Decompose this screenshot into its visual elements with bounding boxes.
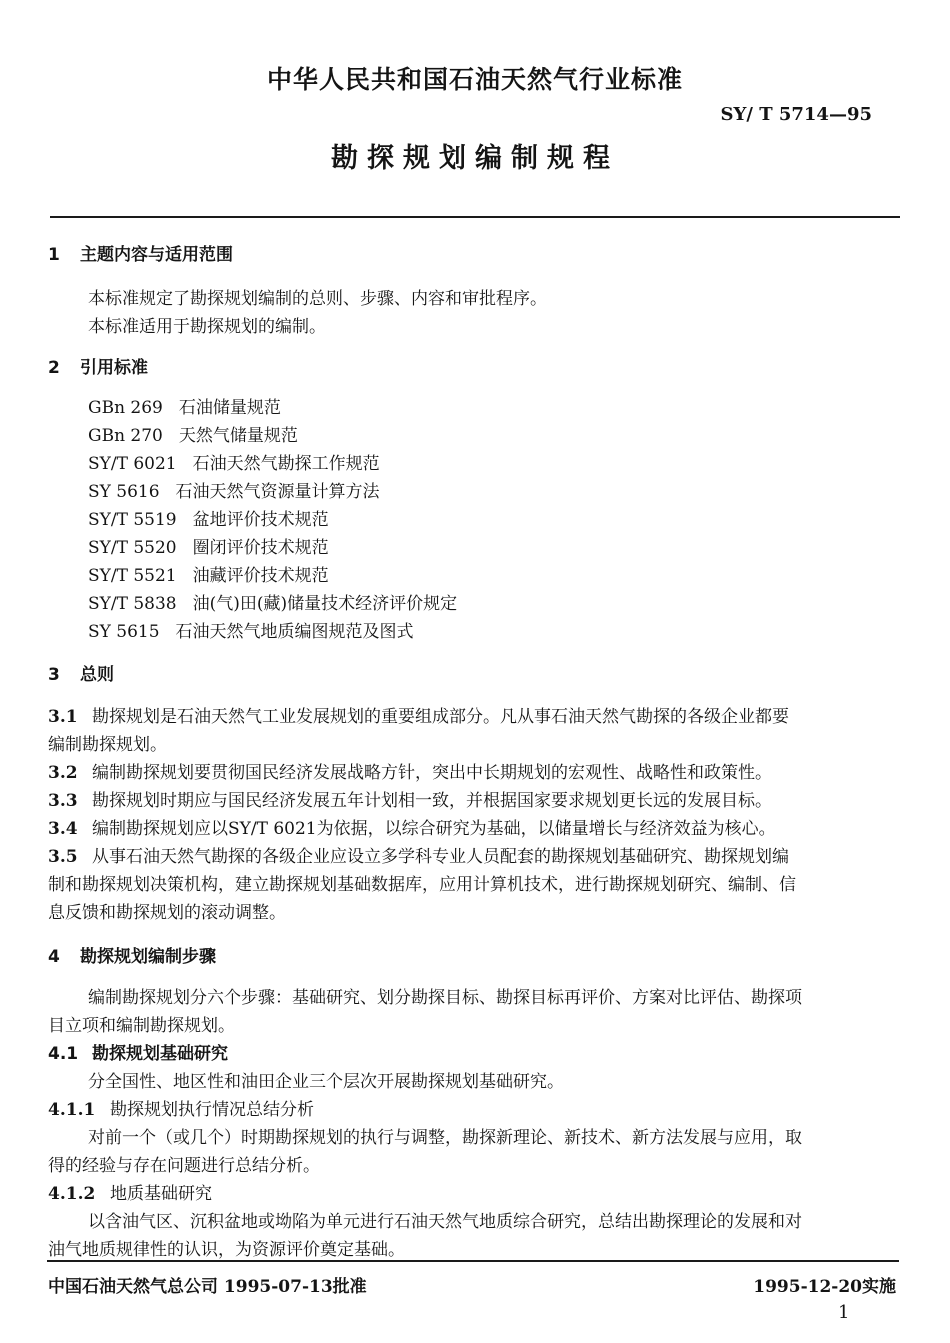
footer-divider <box>47 1260 899 1262</box>
section-title: 引用标准 <box>80 358 148 378</box>
reference-entry: SY/T 5838 油(气)田(藏)储量技术经济评价规定 <box>88 594 458 614</box>
reference-entry: GBn 269 石油储量规范 <box>88 398 281 418</box>
paragraph-line: 目立项和编制勘探规划。 <box>48 1016 235 1036</box>
paragraph-line: 得的经验与存在问题进行总结分析。 <box>48 1156 320 1176</box>
effective-date: 1995-12-20实施 <box>753 1277 896 1297</box>
section-2-heading <box>48 353 148 378</box>
clause-3-2: 3.2 编制勘探规划要贯彻国民经济发展战略方针，突出中长期规划的宏观性、战略性和政策性。 <box>48 763 772 783</box>
reference-entry: SY 5615 石油天然气地质编图规范及图式 <box>88 622 414 642</box>
section-number: 2 <box>48 358 60 378</box>
section-number: 1 <box>48 245 60 265</box>
paragraph-line: 本标准适用于勘探规划的编制。 <box>88 317 326 337</box>
section-title: 主题内容与适用范围 <box>80 245 233 265</box>
paragraph-line: 以含油气区、沉积盆地或坳陷为单元进行石油天然气地质综合研究，总结出勘探理论的发展和对 <box>88 1212 802 1232</box>
reference-entry: GBn 270 天然气储量规范 <box>88 426 298 446</box>
paragraph-line: 本标准规定了勘探规划编制的总则、步骤、内容和审批程序。 <box>88 289 547 309</box>
paragraph-line: 对前一个（或几个）时期勘探规划的执行与调整，勘探新理论、新技术、新方法发展与应用，取 <box>88 1128 802 1148</box>
reference-entry: SY/T 5521 油藏评价技术规范 <box>88 566 329 586</box>
reference-entry: SY/T 5519 盆地评价技术规范 <box>88 510 329 530</box>
section-4-heading <box>48 942 216 967</box>
clause-3-4: 3.4 编制勘探规划应以SY/T 6021为依据，以综合研究为基础，以储量增长与经济效益为核心。 <box>48 819 776 839</box>
reference-entry: SY/T 6021 石油天然气勘探工作规范 <box>88 454 380 474</box>
paragraph-line: 编制勘探规划。 <box>48 735 167 755</box>
section-number: 3 <box>48 665 60 685</box>
subsection-4-1-2-heading: 4.1.2 地质基础研究 <box>48 1184 212 1204</box>
section-title: 勘探规划编制步骤 <box>80 947 216 967</box>
clause-3-3: 3.3 勘探规划时期应与国民经济发展五年计划相一致，并根据国家要求规划更长远的发展目标。 <box>48 791 772 811</box>
section-number: 4 <box>48 947 60 967</box>
paragraph-line: 制和勘探规划决策机构，建立勘探规划基础数据库，应用计算机技术，进行勘探规划研究、编制、信 <box>48 875 796 895</box>
subsection-4-1-heading: 4.1 勘探规划基础研究 <box>48 1044 228 1064</box>
paragraph-line: 分全国性、地区性和油田企业三个层次开展勘探规划基础研究。 <box>88 1072 564 1092</box>
org-title: 中华人民共和国石油天然气行业标准 <box>266 65 683 94</box>
paragraph-line: 编制勘探规划分六个步骤：基础研究、划分勘探目标、勘探目标再评价、方案对比评估、勘探项 <box>88 988 802 1008</box>
subsection-4-1-1-heading: 4.1.1 勘探规划执行情况总结分析 <box>48 1100 314 1120</box>
reference-entry: SY/T 5520 圈闭评价技术规范 <box>88 538 329 558</box>
section-title: 总则 <box>80 665 114 685</box>
reference-entry: SY 5616 石油天然气资源量计算方法 <box>88 482 380 502</box>
approval-note: 中国石油天然气总公司 1995-07-13批准 <box>48 1277 367 1297</box>
clause-3-5: 3.5 从事石油天然气勘探的各级企业应设立多学科专业人员配套的勘探规划基础研究、勘探规划编 <box>48 847 789 867</box>
clause-3-1: 3.1 勘探规划是石油天然气工业发展规划的重要组成部分。凡从事石油天然气勘探的各级企业都要 <box>48 707 789 727</box>
section-1-heading <box>48 240 233 265</box>
page-number: 1 <box>838 1302 850 1323</box>
section-3-heading <box>48 660 114 685</box>
document-title: 勘探规划编制规程 <box>331 143 619 174</box>
standard-code: SY/ T 5714—95 <box>720 104 872 125</box>
paragraph-line: 息反馈和勘探规划的滚动调整。 <box>48 903 286 923</box>
paragraph-line: 油气地质规律性的认识，为资源评价奠定基础。 <box>48 1240 405 1260</box>
header-divider <box>50 216 900 218</box>
